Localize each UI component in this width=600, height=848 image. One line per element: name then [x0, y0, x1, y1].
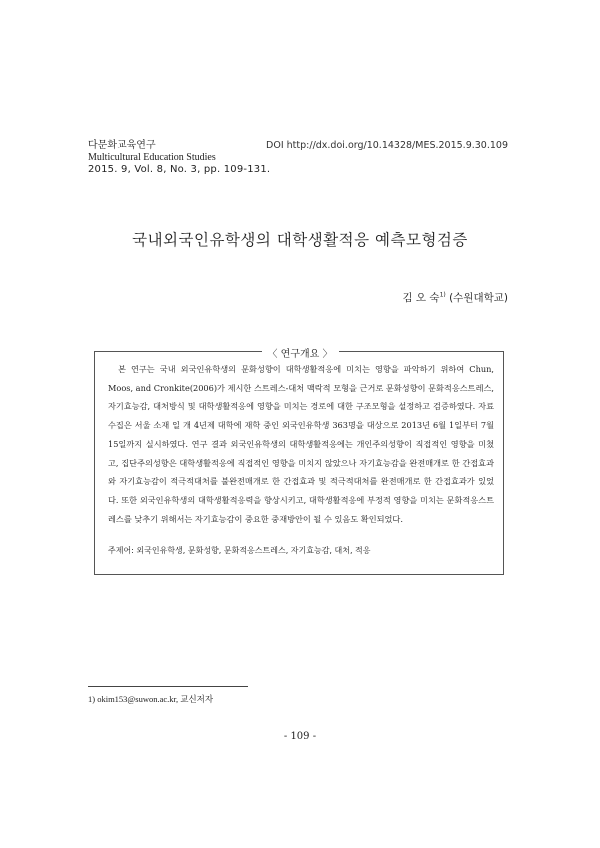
- author-name: 김 오 숙: [402, 292, 440, 304]
- abstract-paragraph: 본 연구는 국내 외국인유학생의 문화성향이 대학생활적응에 미치는 영향을 파악하기 위하여 Chun, Moos, and Cronkite(2006)가 제시한 스트레스-대처 맥락적 모형을 근거로 문화성향이 문화적응스트레스, 자기효능감, 대처방식 및 대학생활적응에 영향을 미치는 경로에 대한 구조모형을 설정하고 검증하였다. 자료 수집은 서울 소재 일 개 4년제 대학에 재학 중인 외국인유학생 363명을 대상으로 2013년 6월 1일부터 7월 15일까지 실시하였다. 연구 결과 외국인유학생의 대학생활적응에는 개인주의성향이 직접적인 영향을 미쳤고, 집단주의성향은 대학생활적응에 직접적인 영향을 미치지 않았으나 자기효능감을 완전매개로 한 간접효과와 자기효능감이 적극적대처를 불완전매개로 한 간접효과 및 적극적대처를 완전매개로 한 간접효과가 있었다. 또한 외국인유학생의 대학생활적응력을 향상시키고, 대학생활적응에 부정적 영향을 미치는 문화적응스트레스를 낮추기 위해서는 자기효능감이 중요한 중재방안이 될 수 있음도 확인되었다.: [108, 364, 494, 524]
- author-line: [402, 290, 508, 305]
- footnote: 1) okim153@suwon.ac.kr, 교신저자: [88, 694, 214, 704]
- footnote-marker[interactable]: 1): [439, 291, 446, 299]
- paper-title: 국내외국인유학생의 대학생활적응 예측모형검증: [132, 231, 468, 249]
- journal-name-english: Multicultural Education Studies: [88, 152, 216, 163]
- journal-name-korean: 다문화교육연구: [88, 140, 156, 151]
- doi-link[interactable]: DOI http://dx.doi.org/10.14328/MES.2015.9.30.109: [266, 140, 508, 151]
- abstract-body: [108, 360, 494, 528]
- abstract-label-wrap: [0, 342, 600, 361]
- page-number: - 109 -: [283, 731, 317, 742]
- keywords: 주제어: 외국인유학생, 문화성향, 문화적응스트레스, 자기효능감, 대처, 적응: [108, 546, 371, 555]
- issue-info: 2015. 9, Vol. 8, No. 3, pp. 109-131.: [88, 164, 271, 175]
- page-header: [88, 140, 508, 176]
- author-affiliation: (수원대학교): [449, 292, 508, 304]
- footnote-divider: [88, 686, 248, 687]
- abstract-label: 〈 연구개요 〉: [262, 349, 339, 360]
